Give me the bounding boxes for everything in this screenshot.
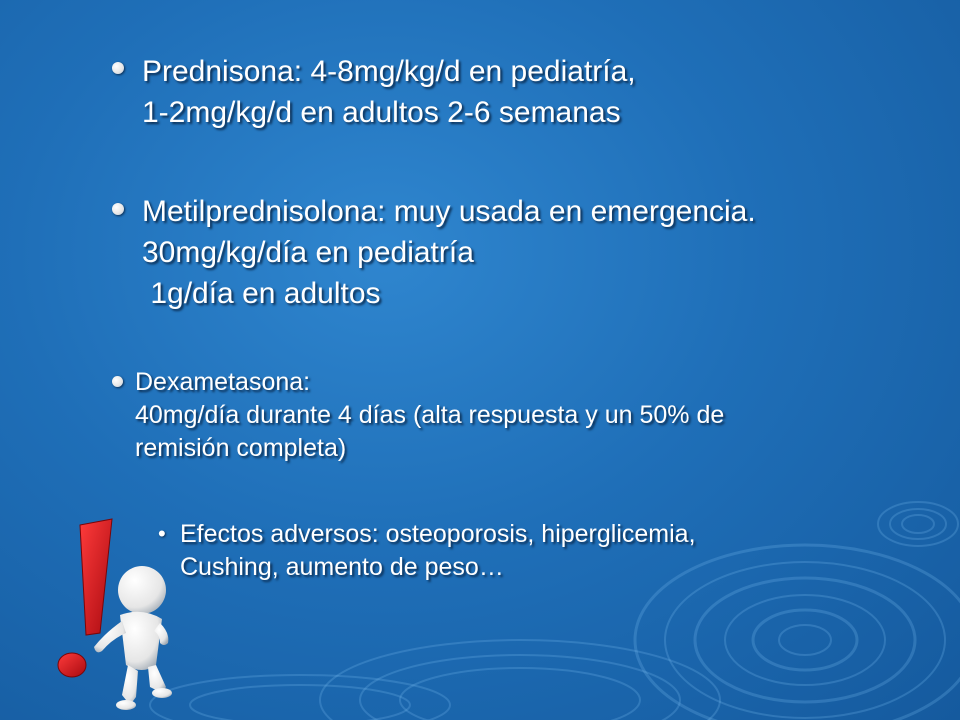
bullet-line: Cushing, aumento de peso… [180,553,504,581]
red-exclamation-mark-icon [58,519,112,677]
white-person-figure-icon [94,566,172,710]
bullet-prednisona [142,51,636,133]
sub-bullet-marker: • [158,521,166,546]
bullet-line: Prednisona: 4-8mg/kg/d en pediatría, [142,55,636,88]
bullet-marker-3 [112,376,123,387]
bullet-line: 40mg/día durante 4 días (alta respuesta y un 50% de [135,401,725,429]
bullet-marker-1 [112,62,124,74]
bullet-line: 1-2mg/kg/d en adultos 2-6 semanas [142,96,621,129]
person-with-exclamation-icon [50,515,180,720]
bullet-line: Efectos adversos: osteoporosis, hiperglicemia, [180,520,696,548]
bullet-metilprednisolona [142,191,756,314]
bullet-marker-2 [112,203,124,215]
sub-bullet-efectos-adversos [180,518,696,584]
bullet-line: 30mg/kg/día en pediatría [142,236,474,269]
bullet-line: Metilprednisolona: muy usada en emergencia. [142,195,756,228]
bullet-line: Dexametasona: [135,368,311,396]
bullet-dexametasona [135,366,724,465]
bullet-line: remisión completa) [135,434,347,462]
bullet-line: 1g/día en adultos [142,277,381,310]
